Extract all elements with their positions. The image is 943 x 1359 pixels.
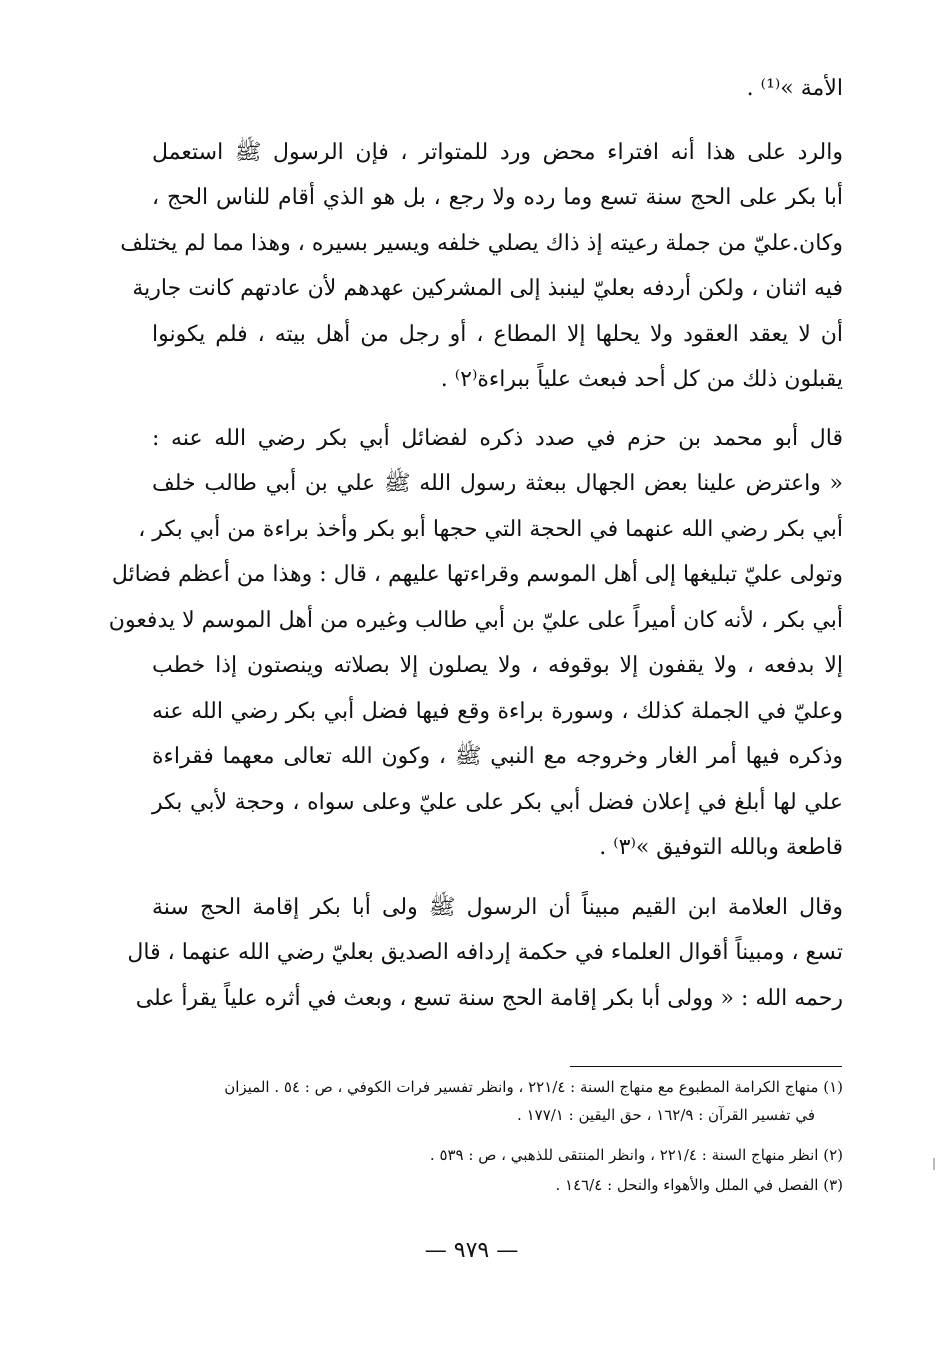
- body-line: رحمه الله : « وولى أبا بكر إقامة الحج سنة تسع ، وبعث في أثره علياً يقرأ على: [135, 986, 843, 1011]
- body-line: علي لها أبلغ في إعلان فضل أبي بكر على عليّ وعلى سواه ، وحجة لأبي بكر: [152, 790, 843, 815]
- footnote: (٣) الفصل في الملل والأهواء والنحل : ١٤٦/٤ .: [555, 1176, 843, 1194]
- body-line: والرد على هذا أنه افتراء محض ورد للمتواتر ، فإن الرسول ﷺ استعمل: [152, 140, 843, 165]
- footnote: في تفسير القرآن : ١٦٢/٩ ، حق اليقين : ١٧٧/١ .: [517, 1106, 815, 1124]
- body-line: وذكره فيها أمر الغار وخروجه مع النبي ﷺ ، وكون الله تعالى معهما فقراءة: [152, 744, 843, 769]
- body-line: أبا بكر على الحج سنة تسع وما رده ولا رجع ، بل هو الذي أقام للناس الحج ،: [152, 185, 843, 210]
- body-line: الأمة »⁽¹⁾ .: [746, 76, 843, 101]
- body-line: وقال العلامة ابن القيم مبيناً أن الرسول ﷺ ولى أبا بكر إقامة الحج سنة: [152, 895, 843, 920]
- body-line: أبي بكر رضي الله عنهما في الحجة التي حجها أبو بكر وأخذ براءة من أبي بكر ،: [138, 517, 843, 542]
- body-line: وكان.عليّ من جملة رعيته إذ ذاك يصلي خلفه ويسير بسيره ، وهذا مما لم يختلف: [120, 231, 843, 256]
- body-line: قال أبو محمد بن حزم في صدد ذكره لفضائل أبي بكر رضي الله عنه :: [152, 426, 843, 451]
- footnote: (١) منهاج الكرامة المطبوع مع منهاج السنة : ٢٢١/٤ ، وانظر تفسير فرات الكوفي ، ص : ٥٤ . الميزان: [224, 1078, 843, 1096]
- body-line: أبي بكر ، لأنه كان أميراً على عليّ بن أبي طالب وغيره من أهل الموسم لا يدفعون: [108, 608, 843, 633]
- page-number: — ٩٧٩ —: [424, 1238, 519, 1263]
- body-line: فيه اثنان ، ولكن أردفه بعليّ لينبذ إلى المشركين عهدهم لأن عادتهم كانت جارية: [132, 276, 843, 301]
- body-line: وتولى عليّ تبليغها إلى أهل الموسم وقراءتها عليهم ، قال : وهذا من أعظم فضائل: [111, 562, 843, 587]
- body-line: أن لا يعقد العقود ولا يحلها إلا المطاع ، أو رجل من أهل بيته ، فلم يكونوا: [152, 322, 843, 347]
- body-line: تسع ، ومبيناً أقوال العلماء في حكمة إردافه الصديق بعليّ رضي الله عنهما ، قال: [127, 940, 843, 965]
- body-line: قاطعة وبالله التوفيق »⁽٣⁾ .: [599, 835, 843, 860]
- footnote: (٢) انظر منهاج السنة : ٢٢١/٤ ، وانظر المنتقى للذهبي ، ص : ٥٣٩ .: [429, 1146, 843, 1164]
- body-line: وعليّ في الجملة كذلك ، وسورة براءة وقع فيها فضل أبي بكر رضي الله عنه: [152, 699, 843, 724]
- body-line: يقبلون ذلك من كل أحد فبعث علياً ببراءة⁽٢⁾ .: [440, 367, 843, 392]
- body-line: إلا بدفعه ، ولا يقفون إلا بوقوفه ، ولا يصلون إلا بصلاته وينصتون إذا خطب: [152, 653, 843, 678]
- body-line: « واعترض علينا بعض الجهال ببعثة رسول الله ﷺ علي بن أبي طالب خلف: [152, 471, 843, 496]
- footnote-divider: [570, 1066, 842, 1067]
- scan-edge-mark: [933, 1158, 935, 1170]
